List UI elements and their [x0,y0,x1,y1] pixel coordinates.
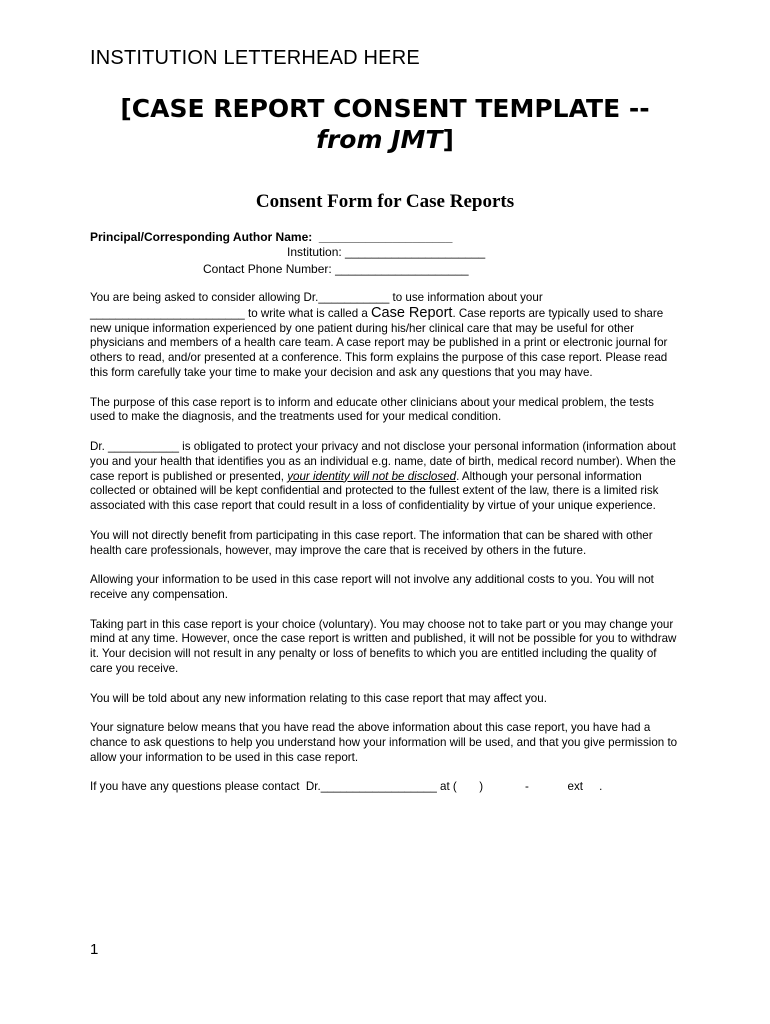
template-title-line1: [CASE REPORT CONSENT TEMPLATE -- [120,94,650,123]
template-title-line2 [90,124,680,155]
intro-text-a: You are being asked to consider allowing Dr.___________ to use information about your ________________________ to write what is called a [90,291,543,320]
privacy-text-a: Dr. ___________ is obligated to protect your privacy and not disclose your personal information (information about you and your health that identifies you as an individual e.g. name, date of birth, medical record number). When the case report is published or presented, [90,439,676,483]
page-number: 1 [90,941,99,958]
author-name-field: Principal/Corresponding Author Name: ____________________ [90,230,453,244]
contact-paragraph: If you have any questions please contact Dr.__________________ at ( ) - ext . [90,780,603,794]
costs-paragraph: Allowing your information to be used in this case report will not involve any additional costs to you. You will not receive any compensation. [90,573,654,601]
template-title-close: ] [442,125,454,154]
form-title: Consent Form for Case Reports [255,191,515,212]
template-title-from: from JMT [316,125,443,154]
contact-phone-field: Contact Phone Number: ____________________ [203,262,469,276]
institution-field: Institution: _____________________ [287,245,486,259]
case-report-term: Case Report [371,304,453,321]
purpose-paragraph: The purpose of this case report is to inform and educate other clinicians about your medical problem, the tests used to make the diagnosis, and the treatments used for your medical condition. [90,395,654,424]
benefit-paragraph: You will not directly benefit from participating in this case report. The information that can be shared with other health care professionals, however, may improve the care that is received by others in the future. [90,528,653,557]
template-title [90,93,680,155]
letterhead: INSTITUTION LETTERHEAD HERE [90,47,420,69]
new-info-paragraph: You will be told about any new information relating to this case report that may affect you. [90,691,547,705]
consent-body [90,291,682,810]
privacy-text-b: . Although your personal information collected or obtained will be kept confidential and protected to the fullest extent of the law, there is a limited risk associated with this case report that could result in a loss of confidentiality by virtue of your unique experience. [90,469,659,513]
intro-paragraph [90,291,682,381]
voluntary-paragraph: Taking part in this case report is your choice (voluntary). You may choose not to take part or you may change your mind at any time. However, once the case report is written and published, it will not be possible for you to withdraw it. Your decision will not result in any penalty or loss of benefits to which you are entitled including the quality of care you receive. [90,617,677,675]
intro-text-b: . Case reports are typically used to share new unique information experienced by one patient during his/her clinical care that may be useful for other physicians and members of a health care team. A case report may be published in a print or electronic journal for others to read, and/or presented at a conference. This form explains the purpose of this case report. Please read this form carefully take your time to make your decision and ask any questions that you may have. [90,306,668,379]
signature-paragraph: Your signature below means that you have read the above information about this case report, you have had a chance to ask questions to help you understand how your information will be used, and that you give permission to allow your information to be used in this case report. [90,721,678,764]
identity-not-disclosed-text: your identity will not be disclosed [287,469,457,483]
privacy-paragraph [90,440,682,514]
